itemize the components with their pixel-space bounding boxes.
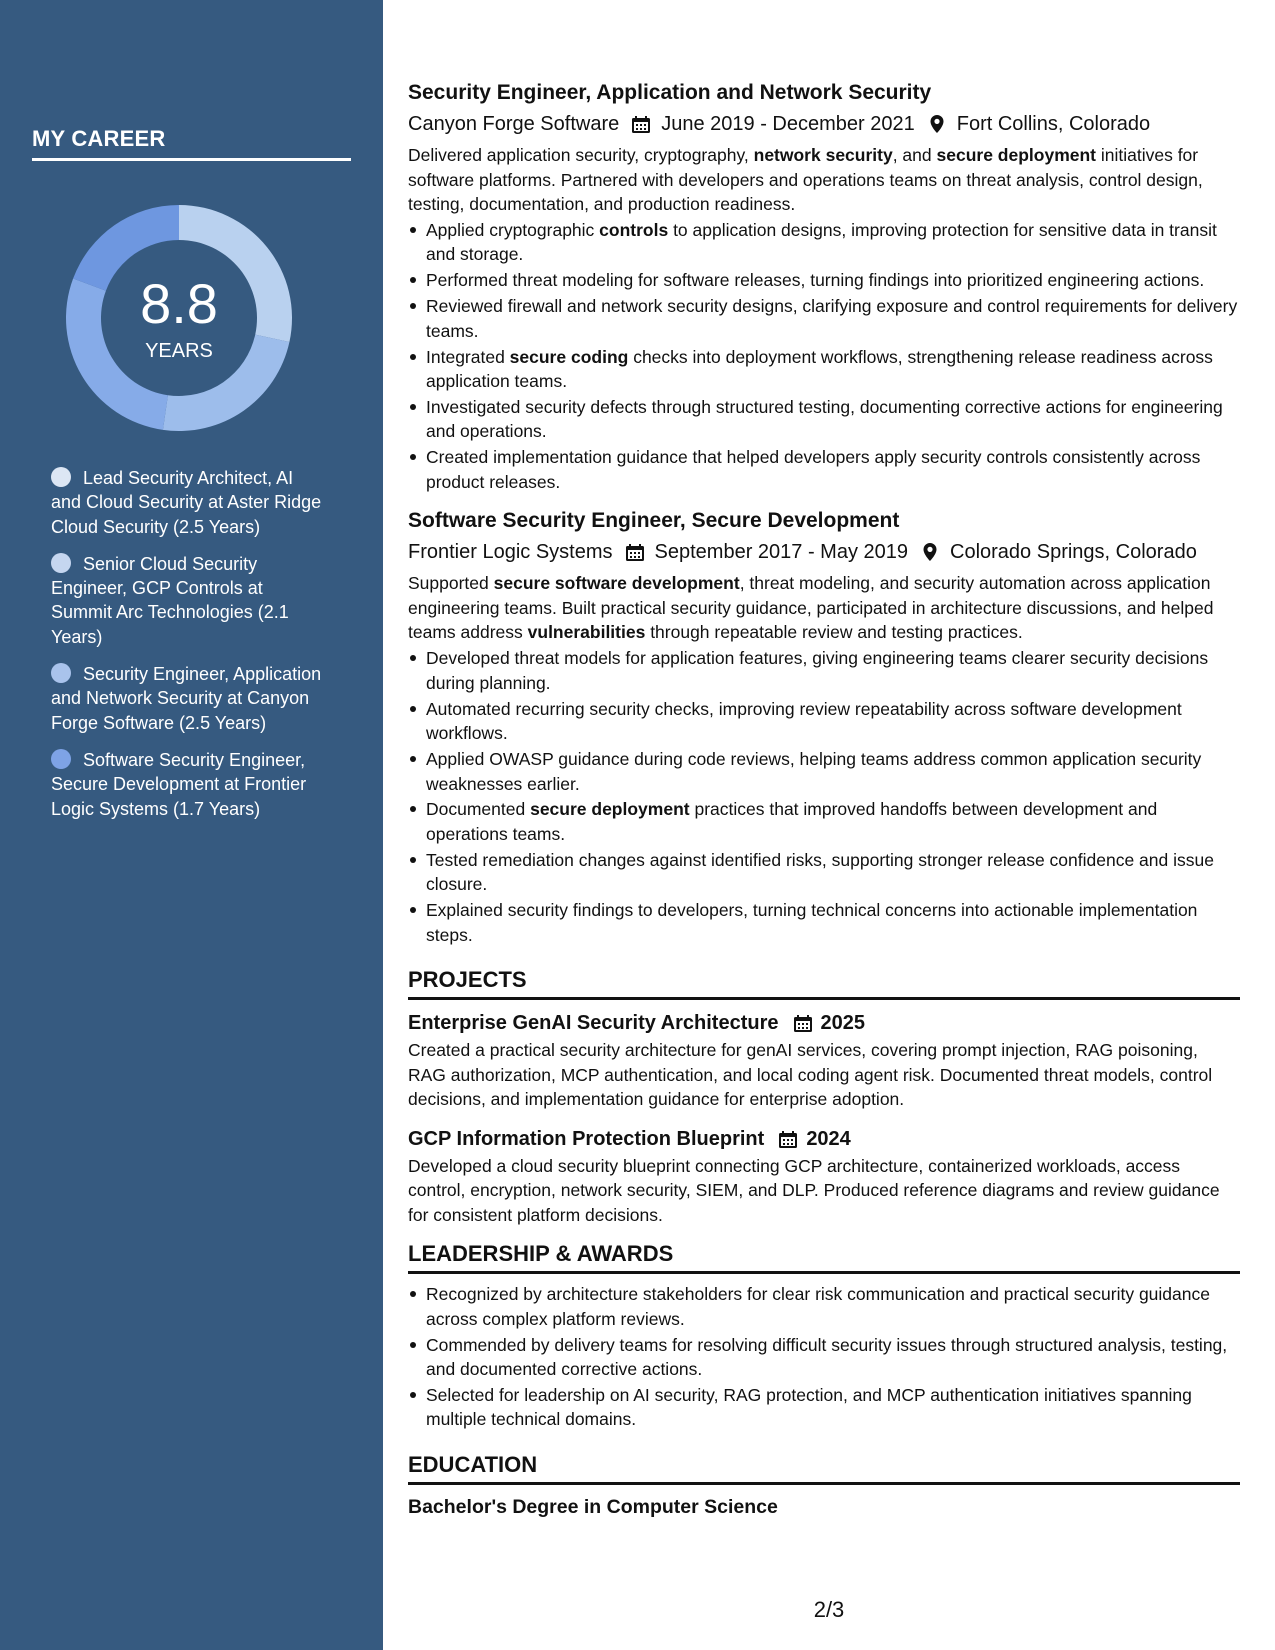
text-run: Reviewed firewall and network security designs, clarifying exposure and control requirements for delivery teams.: [426, 296, 1238, 341]
bold-keyword: secure coding: [509, 346, 629, 367]
bold-keyword: vulnerabilities: [527, 622, 646, 643]
job-summary: [408, 143, 1240, 217]
text-run: Developed threat models for application features, giving engineering teams clearer security decisions during planning.: [426, 648, 1209, 693]
text-run: Integrated: [426, 346, 510, 367]
text-run: Automated recurring security checks, improving review repeatability across software development workflows.: [426, 698, 1182, 744]
career-dot-icon: [51, 553, 71, 573]
job-company: Frontier Logic Systems: [408, 541, 613, 564]
job-bullet: [426, 797, 1240, 846]
text-run: Explained security findings to developers, turning technical concerns into actionable implementation steps.: [426, 900, 1198, 945]
project-year: 2025: [820, 1012, 865, 1035]
bold-keyword: secure deployment: [936, 145, 1096, 165]
projects-heading: PROJECTS: [408, 967, 527, 993]
job-bullet: [426, 646, 1240, 695]
project-entry: [408, 1008, 1240, 1112]
text-run: Documented: [426, 799, 531, 820]
job-entry: [408, 506, 1240, 947]
career-item: [51, 466, 326, 539]
job-bullet: [426, 395, 1240, 444]
calendar-icon: [631, 114, 651, 134]
text-run: , threat modeling, and security automation across application engineering teams. Built practical security guidance, participated in architecture discussions, and helped teams address: [408, 573, 1214, 643]
career-item-label: Software Security Engineer, Secure Development at Frontier Logic Systems (1.7 Years): [51, 749, 307, 819]
leadership-heading: LEADERSHIP & AWARDS: [408, 1241, 674, 1267]
job-bullets: [426, 218, 1240, 494]
career-item: [51, 552, 326, 649]
project-header: [408, 1008, 1240, 1038]
job-bullet: [426, 294, 1240, 343]
award-item: Commended by delivery teams for resolving difficult security issues through structured analysis, testing, and documented corrective actions.: [426, 1333, 1240, 1382]
experience-list: [408, 78, 1240, 947]
job-dates: June 2019 - December 2021: [661, 113, 915, 135]
job-bullets: [426, 646, 1240, 947]
project-title: GCP Information Protection Blueprint: [408, 1127, 765, 1150]
text-run: practices that improved handoffs between development and operations teams.: [426, 799, 1158, 844]
job-location: Colorado Springs, Colorado: [950, 541, 1197, 564]
career-heading: MY CAREER: [32, 126, 166, 151]
award-item: Recognized by architecture stakeholders for clear risk communication and practical security guidance across complex platform reviews.: [426, 1282, 1240, 1331]
leadership-list: [426, 1282, 1240, 1432]
project-year: 2024: [806, 1127, 851, 1150]
text-run: Performed threat modeling for software releases, turning findings into prioritized engineering actions.: [426, 270, 1205, 291]
career-heading-rule: [32, 158, 351, 161]
job-bullet: [426, 445, 1240, 494]
career-item-label: Senior Cloud Security Engineer, GCP Controls at Summit Arc Technologies (2.1 Years): [51, 553, 289, 647]
resume-main: [408, 78, 1240, 1521]
career-list: [51, 466, 326, 834]
bold-keyword: network security: [753, 145, 893, 165]
job-title: Security Engineer, Application and Network Security: [408, 81, 932, 104]
career-item: [51, 748, 326, 821]
text-run: Applied cryptographic: [426, 219, 600, 240]
job-bullet: [426, 898, 1240, 947]
projects-list: [408, 1008, 1240, 1227]
calendar-icon: [625, 542, 645, 562]
career-dot-icon: [51, 663, 71, 683]
location-pin-icon: [920, 542, 940, 562]
text-run: Tested remediation changes against identified risks, supporting stronger release confidence and issue closure.: [426, 849, 1214, 895]
career-dot-icon: [51, 467, 71, 487]
job-bullet: [426, 697, 1240, 746]
award-item: Selected for leadership on AI security, RAG protection, and MCP authentication initiatives spanning multiple technical domains.: [426, 1383, 1240, 1432]
text-run: Delivered application security, cryptography,: [408, 145, 754, 165]
leadership-rule: [408, 1271, 1240, 1274]
job-title: Software Security Engineer, Secure Development: [408, 509, 900, 533]
project-header: [408, 1124, 1240, 1154]
bold-keyword: secure software development: [493, 573, 740, 594]
calendar-icon: [778, 1129, 798, 1149]
bold-keyword: secure deployment: [530, 799, 690, 820]
text-run: Created implementation guidance that helped developers apply security controls consistently across product releases.: [426, 447, 1201, 492]
career-sidebar: [0, 0, 383, 1650]
job-meta: [408, 108, 1240, 140]
job-bullet: [426, 747, 1240, 796]
text-run: checks into deployment workflows, strengthening release readiness across application teams.: [426, 346, 1213, 392]
project-description: Developed a cloud security blueprint connecting GCP architecture, containerized workloads, access control, encryption, network security, SIEM, and DLP. Produced reference diagrams and review guidance for consistent platform decisions.: [408, 1155, 1220, 1225]
job-dates: September 2017 - May 2019: [654, 541, 909, 564]
job-entry: [408, 78, 1240, 494]
total-years-value: 8.8: [140, 272, 218, 335]
projects-rule: [408, 997, 1240, 1000]
job-company: Canyon Forge Software: [408, 113, 620, 135]
education-degree: Bachelor's Degree in Computer Science: [408, 1495, 778, 1518]
job-bullet: [426, 268, 1240, 293]
text-run: initiatives for software platforms. Partnered with developers and operations teams on threat analysis, control design, testing, documentation, and production readiness.: [408, 145, 1203, 214]
career-item: [51, 662, 326, 735]
text-run: through repeatable review and testing practices.: [645, 622, 1023, 643]
text-run: Applied OWASP guidance during code reviews, helping teams address common application security weaknesses earlier.: [426, 749, 1202, 794]
text-run: to application designs, improving protection for sensitive data in transit and storage.: [426, 219, 1217, 265]
text-run: Investigated security defects through structured testing, documenting corrective actions for engineering and operations.: [426, 396, 1223, 442]
job-location: Fort Collins, Colorado: [956, 113, 1151, 135]
career-item-label: Lead Security Architect, AI and Cloud Security at Aster Ridge Cloud Security (2.5 Years): [51, 468, 322, 537]
career-dot-icon: [51, 749, 71, 769]
job-meta: [408, 536, 1240, 568]
total-years-unit: YEARS: [145, 340, 213, 362]
text-run: , and: [892, 145, 937, 165]
page-number: 2/3: [813, 1597, 845, 1622]
project-entry: [408, 1124, 1240, 1228]
project-description: Created a practical security architecture for genAI services, covering prompt injection, RAG poisoning, RAG authorization, MCP authentication, and local coding agent risk. Documented threat models, control decisions, and implementation guidance for enterprise adoption.: [408, 1040, 1213, 1110]
career-item-label: Security Engineer, Application and Network Security at Canyon Forge Software (2.5 Years): [51, 664, 322, 733]
education-heading: EDUCATION: [408, 1451, 538, 1477]
bold-keyword: controls: [599, 219, 669, 240]
job-bullet: [426, 345, 1240, 394]
calendar-icon: [793, 1013, 813, 1033]
project-title: Enterprise GenAI Security Architecture: [408, 1012, 779, 1035]
education-rule: [408, 1482, 1240, 1485]
job-summary: [408, 571, 1240, 645]
job-bullet: [426, 848, 1240, 897]
location-pin-icon: [927, 114, 947, 134]
job-bullet: [426, 218, 1240, 267]
text-run: Supported: [408, 573, 494, 594]
